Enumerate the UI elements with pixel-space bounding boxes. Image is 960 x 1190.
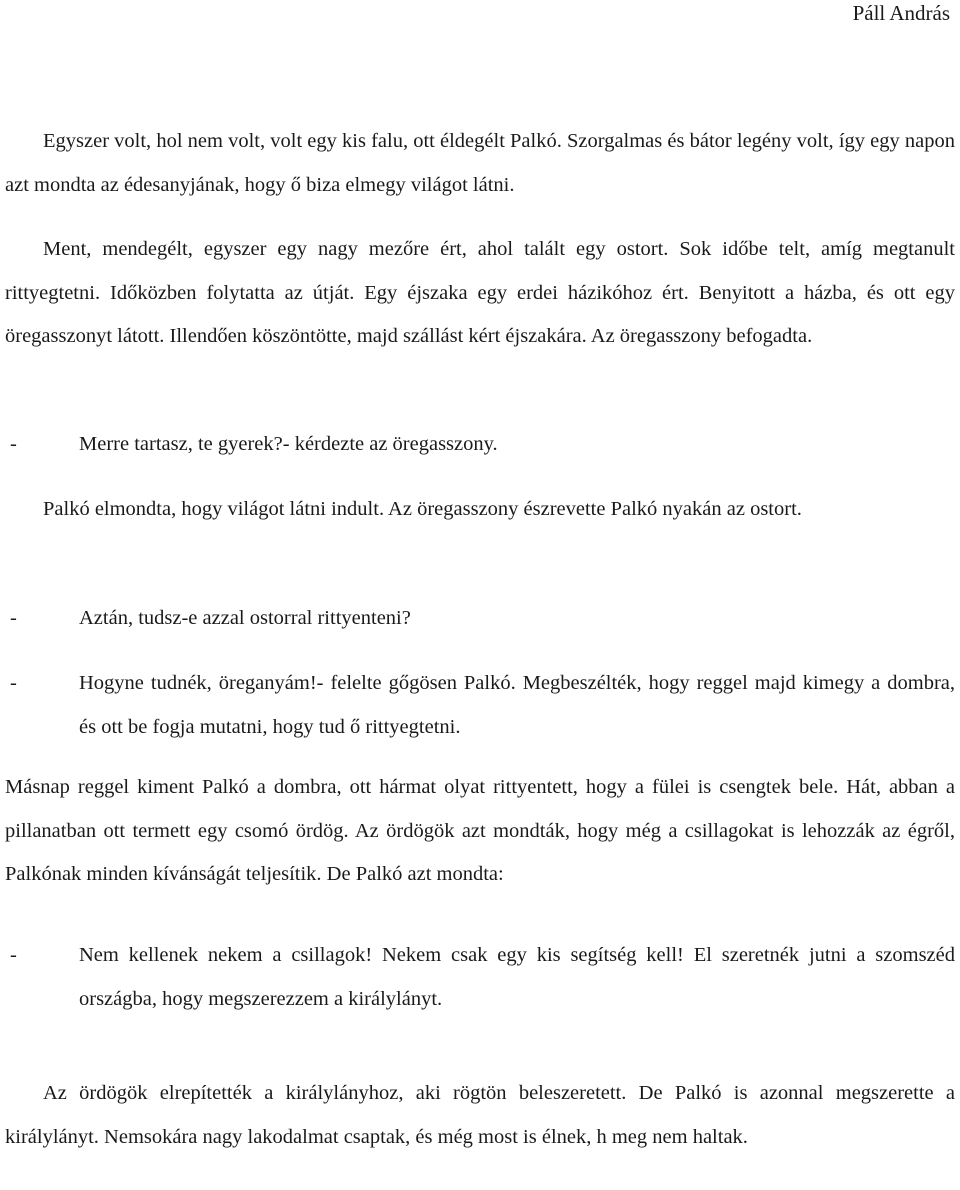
paragraph-2: Ment, mendegélt, egyszer egy nagy mezőre ért, ahol talált egy ostort. Sok időbe telt, amíg megtanult rittyegtetni. Időközben folytatta az útját. Egy éjszaka egy erdei házikóhoz ért. Benyitott a házba, és ott egy öregasszonyt látott. Illendően köszöntötte, majd szállást kért éjszakára. Az öregasszony befogadta. xyxy=(5,238,955,347)
dialogue-text: Aztán, tudsz-e azzal ostorral rittyenteni? xyxy=(79,607,411,629)
paragraph-3: Palkó elmondta, hogy világot látni indult. Az öregasszony észrevette Palkó nyakán az ostort. xyxy=(43,498,802,520)
dialogue-dash: - xyxy=(10,433,17,455)
dialogue-line-2 xyxy=(5,597,955,641)
paragraph-5: Az ördögök elrepítették a királylányhoz, aki rögtön beleszeretett. De Palkó is azonnal megszerette a királylányt. Nemsokára nagy lakodalmat csaptak, és még most is élnek, h meg nem haltak. xyxy=(5,1082,955,1148)
dialogue-dash: - xyxy=(10,672,17,694)
dialogue-text: Merre tartasz, te gyerek?- kérdezte az öregasszony. xyxy=(79,433,498,455)
dialogue-text: Hogyne tudnék, öreganyám!- felelte gőgösen Palkó. Megbeszélték, hogy reggel majd kimegy a dombra, és ott be fogja mutatni, hogy tud ő rittyegtetni. xyxy=(79,672,955,738)
author-name: Páll András xyxy=(852,1,950,25)
dialogue-dash: - xyxy=(10,607,17,629)
dialogue-text: Nem kellenek nekem a csillagok! Nekem csak egy kis segítség kell! El szeretnék jutni a szomszéd országba, hogy megszerezzem a királylányt. xyxy=(79,944,955,1010)
dialogue-dash: - xyxy=(10,944,17,966)
paragraph-1: Egyszer volt, hol nem volt, volt egy kis falu, ott éldegélt Palkó. Szorgalmas és bátor legény volt, így egy napon azt mondta az édesanyjának, hogy ő biza elmegy világot látni. xyxy=(5,130,955,196)
dialogue-line-1 xyxy=(5,423,955,467)
dialogue-line-4 xyxy=(5,934,955,1021)
paragraph-4: Másnap reggel kiment Palkó a dombra, ott hármat olyat rittyentett, hogy a fülei is csengtek bele. Hát, abban a pillanatban ott termett egy csomó ördög. Az ördögök azt mondták, hogy még a csillagokat is lehozzák az égről, Palkónak minden kívánságát teljesítik. De Palkó azt mondta: xyxy=(5,776,955,885)
dialogue-line-3 xyxy=(5,662,955,749)
